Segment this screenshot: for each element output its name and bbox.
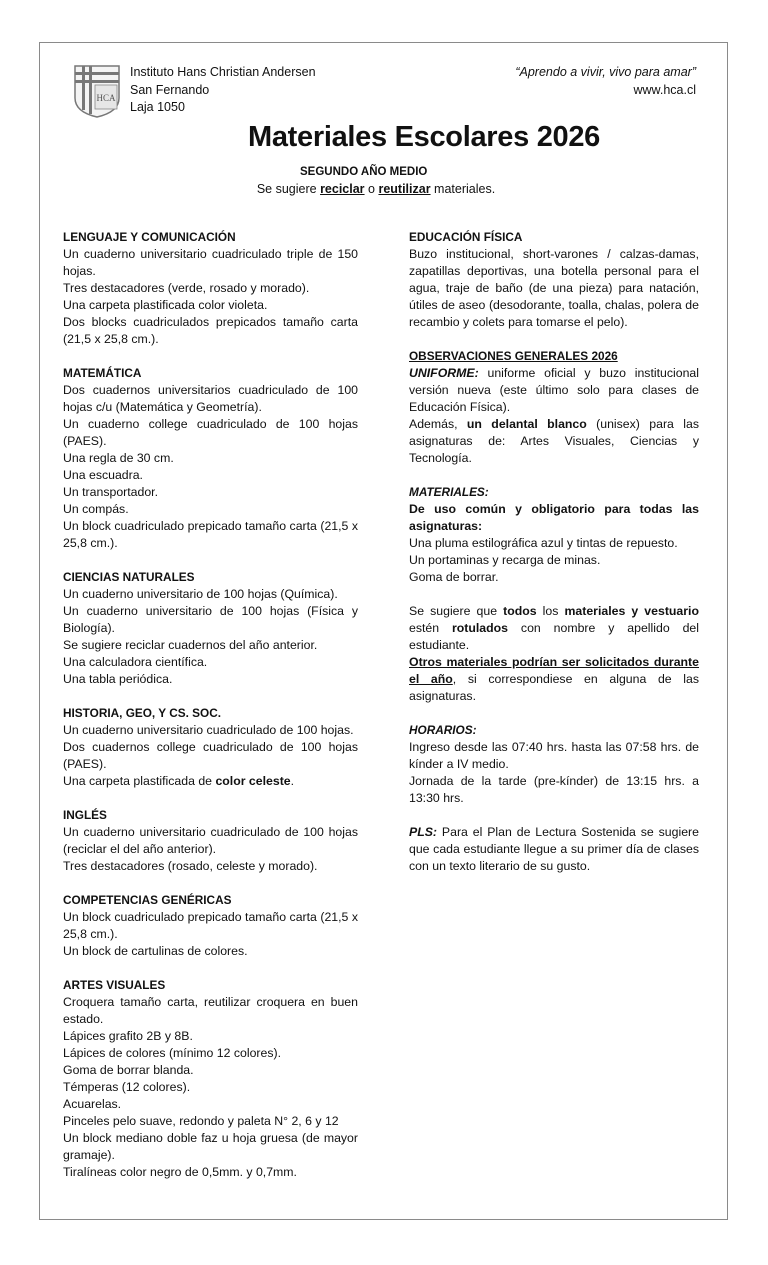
section-title: CIENCIAS NATURALES xyxy=(63,570,195,584)
list-item: Una calculadora científica. xyxy=(63,655,208,669)
section-title: MATEMÁTICA xyxy=(63,366,142,380)
labeling-note: Se sugiere que todos los materiales y vestuario estén rotulados con nombre y apellido del estudiante. xyxy=(409,604,699,652)
list-item: Croquera tamaño carta, reutilizar croquera en buen estado. xyxy=(63,995,358,1026)
list-item: Pinceles pelo suave, redondo y paleta N° 2, 6 y 12 xyxy=(63,1114,339,1128)
section-historia xyxy=(63,705,358,790)
section-title: HISTORIA, GEO, Y CS. SOC. xyxy=(63,706,221,720)
section-title: ARTES VISUALES xyxy=(63,978,166,992)
list-item: Tres destacadores (verde, rosado y morado). xyxy=(63,281,310,295)
grade-level: SEGUNDO AÑO MEDIO xyxy=(300,166,428,178)
section-title: HORARIOS: xyxy=(409,723,477,737)
list-item: Lápices grafito 2B y 8B. xyxy=(63,1029,193,1043)
list-item: Dos blocks cuadriculados prepicados tamaño carta (21,5 x 25,8 cm.). xyxy=(63,315,358,346)
list-item: Una tabla periódica. xyxy=(63,672,173,686)
pe-text: Buzo institucional, short-varones / calzas-damas, zapatillas deportivas, una botella personal para el agua, traje de baño (de una pieza) para natación, útiles de aseo (desodorante, toalla, chalas, polera de recambio y colets para tomarse el pelo). xyxy=(409,247,699,329)
list-item: Un block cuadriculado prepicado tamaño carta (21,5 x 25,8 cm.). xyxy=(63,910,358,941)
section-horarios xyxy=(409,722,699,807)
list-item: Goma de borrar. xyxy=(409,570,499,584)
section-materiales xyxy=(409,484,699,586)
institution-address: Laja 1050 xyxy=(130,100,185,114)
list-item: Un compás. xyxy=(63,502,129,516)
section-matematica xyxy=(63,365,358,552)
section-educacion-fisica xyxy=(409,229,699,331)
section-pls xyxy=(409,824,699,875)
svg-text:HCA: HCA xyxy=(96,93,116,103)
list-item: Acuarelas. xyxy=(63,1097,122,1111)
section-lenguaje xyxy=(63,229,358,348)
list-item: Un cuaderno universitario de 100 hojas (Física y Biología). xyxy=(63,604,358,635)
list-item: Una escuadra. xyxy=(63,468,143,482)
section-title: COMPETENCIAS GENÉRICAS xyxy=(63,893,232,907)
motto-block xyxy=(515,64,696,99)
list-item: Un cuaderno college cuadriculado de 100 hojas (PAES). xyxy=(63,417,358,448)
list-item: Tres destacadores (rosado, celeste y morado). xyxy=(63,859,318,873)
section-title: MATERIALES: xyxy=(409,485,489,499)
section-rotulados xyxy=(409,603,699,705)
uniform-label: UNIFORME: xyxy=(409,366,479,380)
list-item: Tiralíneas color negro de 0,5mm. y 0,7mm. xyxy=(63,1165,297,1179)
list-item: Un block mediano doble faz u hoja gruesa (de mayor gramaje). xyxy=(63,1131,358,1162)
section-title: OBSERVACIONES GENERALES 2026 xyxy=(409,349,618,363)
list-item: Una regla de 30 cm. xyxy=(63,451,174,465)
section-observaciones xyxy=(409,348,699,467)
list-item: Una pluma estilográfica azul y tintas de repuesto. xyxy=(409,536,678,550)
list-item: Un cuaderno universitario cuadriculado triple de 150 hojas. xyxy=(63,247,358,278)
section-title: INGLÉS xyxy=(63,808,107,822)
section-artes xyxy=(63,977,358,1181)
pls-label: PLS: xyxy=(409,825,438,839)
right-column xyxy=(409,229,699,892)
section-ciencias xyxy=(63,569,358,688)
recycle-suggestion: Se sugiere reciclar o reutilizar materiales. xyxy=(256,182,496,196)
section-ingles xyxy=(63,807,358,875)
institution-name: Instituto Hans Christian Andersen xyxy=(130,65,316,79)
school-crest-logo xyxy=(73,64,121,118)
other-materials-bold: Otros materiales podrían ser solicitados durante el año xyxy=(409,655,699,686)
list-item: Una carpeta plastificada color violeta. xyxy=(63,298,268,312)
list-item: Un portaminas y recarga de minas. xyxy=(409,553,601,567)
list-item: Un transportador. xyxy=(63,485,159,499)
section-competencias xyxy=(63,892,358,960)
list-item: Un cuaderno universitario cuadriculado de 100 hojas (reciclar el del año anterior). xyxy=(63,825,358,856)
institution-city: San Fernando xyxy=(130,82,210,97)
school-website[interactable]: www.hca.cl xyxy=(633,82,696,97)
list-item: Témperas (12 colores). xyxy=(63,1080,191,1094)
list-item: Se sugiere reciclar cuadernos del año anterior. xyxy=(63,638,318,652)
uniform-text: UNIFORME: uniforme oficial y buzo institucional versión nueva (este último solo para clases de Educación Física). xyxy=(409,366,699,414)
list-item: Un cuaderno universitario de 100 hojas (Química). xyxy=(63,587,338,601)
list-item: Dos cuadernos universitarios cuadriculado de 100 hojas c/u (Matemática y Geometría). xyxy=(63,383,358,414)
list-item: Dos cuadernos college cuadriculado de 100 hojas (PAES). xyxy=(63,740,358,771)
color-celeste-bold: color celeste xyxy=(215,774,291,788)
common-materials-heading: De uso común y obligatorio para todas las asignaturas: xyxy=(409,502,699,533)
section-title: LENGUAJE Y COMUNICACIÓN xyxy=(63,230,236,244)
list-item: Una carpeta plastificada de color celeste. xyxy=(63,774,295,788)
pls-text: PLS: Para el Plan de Lectura Sostenida se sugiere que cada estudiante llegue a su primer día de clases con un texto literario de su gusto. xyxy=(409,825,699,873)
page-title: Materiales Escolares 2026 xyxy=(247,121,601,153)
apron-bold: un delantal blanco xyxy=(466,417,587,431)
left-column xyxy=(63,229,358,1198)
apron-text: Además, un delantal blanco (unisex) para las asignaturas de: Artes Visuales, Ciencias y Tecnología. xyxy=(409,417,699,465)
list-item: Jornada de la tarde (pre-kínder) de 13:15 hrs. a 13:30 hrs. xyxy=(409,774,699,805)
school-motto: “Aprendo a vivir, vivo para amar” xyxy=(515,65,696,79)
reciclar-word: reciclar xyxy=(320,182,365,196)
list-item: Goma de borrar blanda. xyxy=(63,1063,194,1077)
institution-block xyxy=(130,64,316,117)
section-title: EDUCACIÓN FÍSICA xyxy=(409,230,523,244)
list-item: Un block cuadriculado prepicado tamaño carta (21,5 x 25,8 cm.). xyxy=(63,519,358,550)
list-item: Ingreso desde las 07:40 hrs. hasta las 07:58 hrs. de kínder a IV medio. xyxy=(409,740,699,771)
list-item: Un block de cartulinas de colores. xyxy=(63,944,248,958)
list-item: Un cuaderno universitario cuadriculado de 100 hojas. xyxy=(63,723,354,737)
reutilizar-word: reutilizar xyxy=(378,182,431,196)
other-materials-note: Otros materiales podrían ser solicitados durante el año, si correspondiese en alguna de las asignaturas. xyxy=(409,655,699,703)
list-item: Lápices de colores (mínimo 12 colores). xyxy=(63,1046,282,1060)
